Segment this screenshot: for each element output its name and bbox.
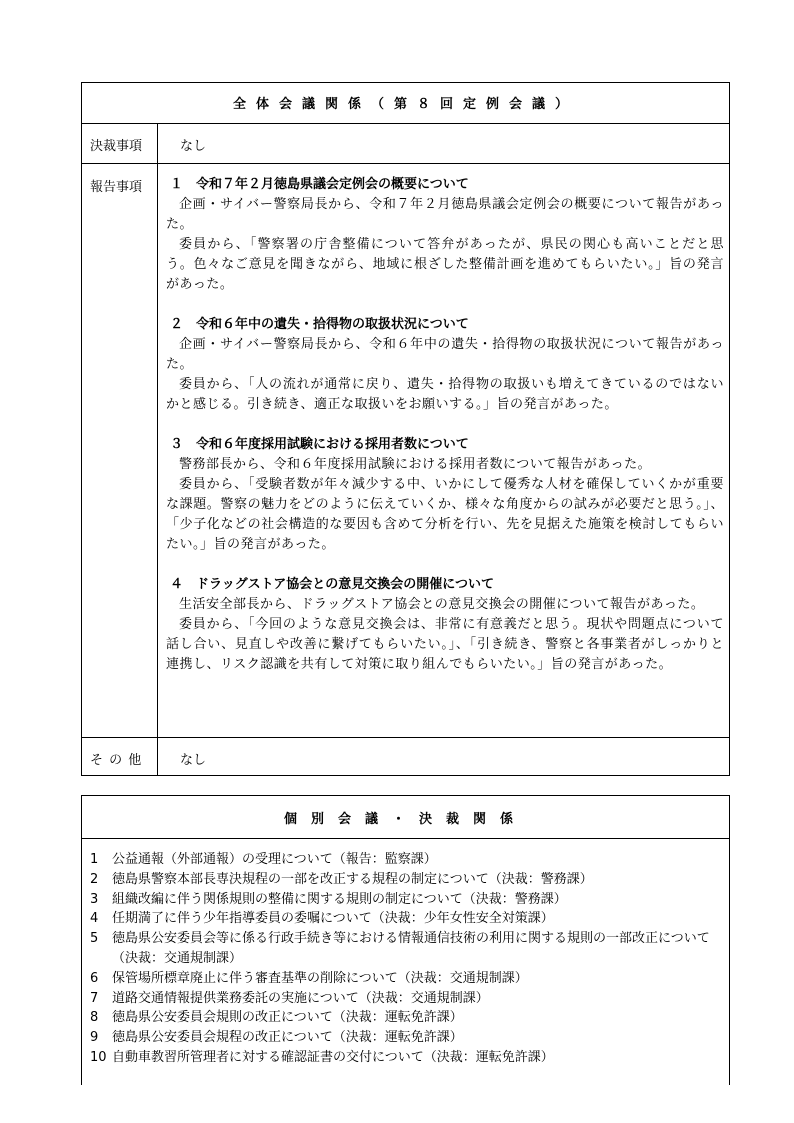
list-item-number: 4 [90, 911, 99, 927]
list-item-number: 6 [90, 970, 99, 986]
other-label: そ の 他 [90, 753, 143, 768]
other-value: なし [180, 753, 207, 768]
plenary-title: 全体会議関係（第８回定例会議） [232, 97, 578, 112]
list-item-number: 2 [90, 871, 99, 887]
list-item-number: 10 [90, 1049, 107, 1065]
column-divider [157, 123, 158, 775]
list-item [90, 870, 730, 890]
report-list [166, 175, 724, 675]
report-item-number: ２ [170, 317, 184, 332]
list-item-number: 8 [90, 1010, 99, 1026]
report-paragraph: 警務部長から、令和６年度採用試験における採用者数について報告があった。 [179, 457, 652, 472]
list-item-number: 1 [90, 852, 99, 867]
list-item-text: 任期満了に伴う少年指導委員の委嘱について（決裁：少年女性安全対策課） [112, 911, 554, 927]
list-item-number: 7 [90, 990, 99, 1006]
list-item-text: 公益通報（外部通報）の受理について（報告：監察課） [112, 852, 437, 867]
report-item-title [166, 435, 724, 455]
report-item-heading: 令和６年中の遺失・拾得物の取扱状況について [196, 317, 469, 332]
divider [82, 737, 729, 738]
report-item-heading: 令和７年２月徳島県議会定例会の概要について [196, 177, 469, 192]
decision-list [90, 850, 730, 1068]
report-item-title [166, 315, 724, 335]
individual-meeting-table [81, 795, 730, 1085]
list-item [90, 929, 730, 969]
list-item [90, 969, 730, 989]
report-item-number: ３ [170, 437, 184, 452]
list-item-text: 徳島県公安委員会規則の改正について（決裁：運転免許課） [112, 1010, 463, 1026]
list-item-text: 道路交通情報提供業務委託の実施について（決裁：交通規制課） [112, 990, 489, 1006]
report-item-heading: 令和６年度採用試験における採用者数について [196, 437, 469, 452]
report-item-heading: ドラッグストア協会との意見交換会の開催について [196, 577, 494, 592]
list-item [90, 989, 730, 1009]
list-item-text: 徳島県警察本部長専決規程の一部を改正する規程の制定について（決裁：警務課） [112, 871, 593, 887]
report-paragraph: 企画・サイバー警察局長から、令和７年２月徳島県議会定例会の概要について報告があった。 [166, 197, 724, 232]
report-item-number: ４ [170, 577, 184, 592]
list-item [90, 1048, 730, 1068]
list-item-text: 保管場所標章廃止に伴う審査基準の削除について（決裁：交通規制課） [112, 970, 528, 986]
report-label: 報告事項 [90, 180, 143, 195]
list-item-text: 組織改編に伴う関係規則の整備に関する規則の制定について（決裁：警務課） [112, 891, 567, 907]
report-item [166, 175, 724, 295]
list-item [90, 850, 730, 870]
list-item-text: 徳島県公安委員会等に係る行政手続き等における情報通信技術の利用に関する規則の一部改正について（決裁：交通規制課） [112, 931, 710, 966]
list-item [90, 1008, 730, 1028]
list-item [90, 909, 730, 929]
individual-title: 個別会議・決裁関係 [283, 812, 527, 827]
report-item-number: １ [170, 177, 184, 192]
report-paragraph: 委員から、「今回のような意見交換会は、非常に有意義だと思う。現状や問題点について話し合い、見直しや改善に繋げてもらいたい。」、「引き続き、警察と各事業者がしっかりと連携し、リスク認識を共有して対策に取り組んでもらいたい。」旨の発言があった。 [166, 617, 724, 672]
divider [82, 163, 729, 164]
report-paragraph: 委員から、「人の流れが通常に戻り、遺失・拾得物の取扱いも増えてきているのではないかと感じる。引き続き、適正な取扱いをお願いする。」旨の発言があった。 [166, 377, 724, 412]
list-item [90, 1028, 730, 1048]
plenary-meeting-table [81, 82, 730, 776]
report-item-title [166, 575, 724, 595]
decision-value: なし [180, 139, 207, 154]
report-paragraph: 生活安全部長から、ドラッグストア協会との意見交換会の開催について報告があった。 [179, 597, 705, 612]
report-item [166, 435, 724, 555]
report-paragraph: 企画・サイバー警察局長から、令和６年中の遺失・拾得物の取扱状況について報告があった。 [166, 337, 724, 372]
list-item-text: 徳島県公安委員会規程の改正について（決裁：運転免許課） [112, 1030, 463, 1046]
list-item-number: 9 [90, 1030, 99, 1046]
list-item-number: 3 [90, 891, 99, 907]
list-item-text: 自動車教習所管理者に対する確認証書の交付について（決裁：運転免許課） [112, 1049, 554, 1065]
report-item [166, 315, 724, 415]
divider [82, 838, 729, 839]
list-item [90, 890, 730, 910]
report-paragraph: 委員から、「受験者数が年々減少する中、いかにして優秀な人材を確保していくかが重要な課題。警察の魅力をどのように伝えていくか、様々な角度からの試みが必要だと思う。」、「少子化などの社会構造的な要因も含めて分析を行い、先を見据えた施策を検討してもらいたい。」旨の発言があった。 [166, 477, 724, 552]
list-item-number: 5 [90, 931, 99, 947]
decision-label: 決裁事項 [90, 139, 143, 154]
report-item-title [166, 175, 724, 195]
report-item [166, 575, 724, 675]
report-paragraph: 委員から、「警察署の庁舎整備について答弁があったが、県民の関心も高いことだと思う。色々なご意見を聞きながら、地域に根ざした整備計画を進めてもらいたい。」旨の発言があった。 [166, 237, 724, 292]
divider [82, 123, 729, 124]
